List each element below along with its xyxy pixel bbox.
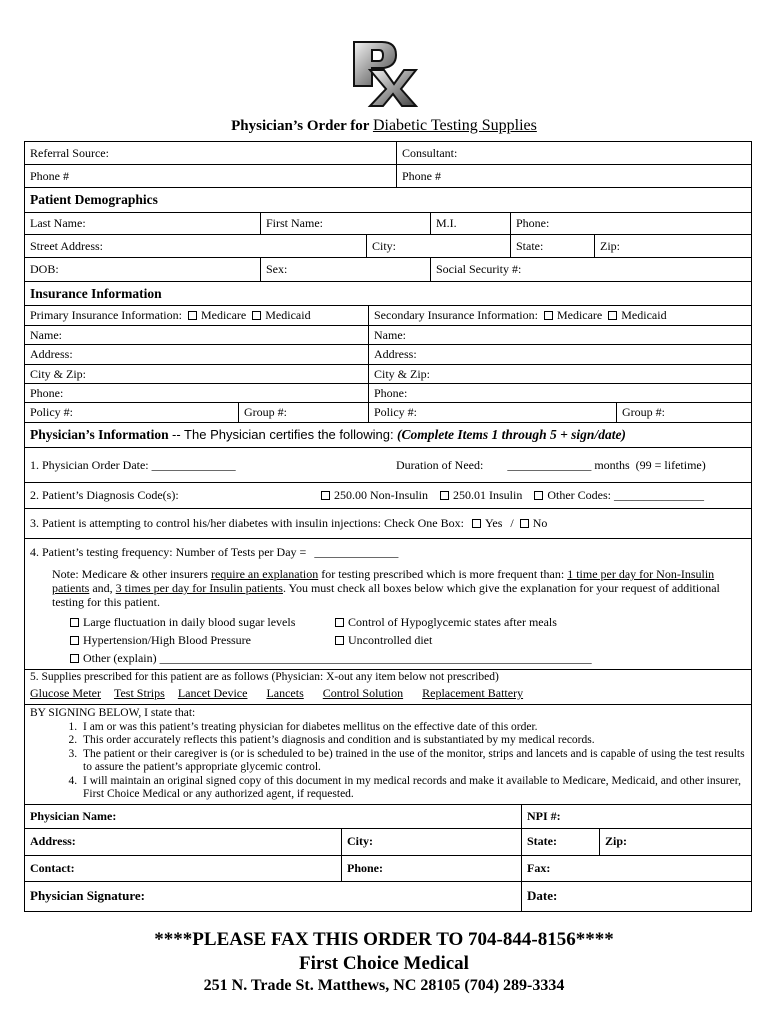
secondary-cityzip-field[interactable]: City & Zip:	[374, 366, 431, 381]
supply-item[interactable]: Glucose Meter	[30, 686, 101, 700]
section-title: Patient Demographics	[30, 192, 158, 207]
rx-logo	[350, 38, 418, 108]
certification-statements	[25, 705, 751, 805]
company-name: First Choice Medical	[299, 953, 469, 974]
item5-block	[25, 670, 751, 705]
physician-phone-field[interactable]: Phone:	[342, 856, 522, 881]
referral-phone-field[interactable]: Phone #	[25, 165, 397, 187]
section-title: Insurance Information	[30, 285, 162, 301]
statement-item: 2. This order accurately reflects this patient’s diagnosis and condition and is substantiated by my medical records.	[80, 734, 746, 748]
primary-name-field[interactable]: Name:	[25, 326, 369, 344]
consultant-phone-field[interactable]: Phone #	[402, 168, 441, 183]
consultant-field[interactable]: Consultant:	[402, 145, 458, 160]
statement-item: 3. The patient or their caregiver is (or is scheduled to be) trained in the use of the monitor, strips and lancets and is capable of using the test results to assure the patient’s appropriate glycemic control.	[80, 748, 746, 775]
signature-row	[25, 882, 751, 911]
zip-field[interactable]: Zip:	[600, 238, 620, 253]
date-field[interactable]: Date:	[527, 888, 558, 903]
insurance-name-row	[25, 326, 751, 345]
reason-checkbox[interactable]	[70, 618, 79, 627]
secondary-insurance-field: Secondary Insurance Information: Medicare Medicaid	[374, 308, 667, 322]
primary-medicare-checkbox[interactable]	[188, 311, 197, 320]
physician-name-row	[25, 805, 751, 829]
reason-item: Hypertension/High Blood Pressure	[70, 633, 335, 647]
secondary-medicare-checkbox[interactable]	[544, 311, 553, 320]
referral-source-field[interactable]: Referral Source:	[25, 142, 397, 164]
insurance-header	[25, 282, 751, 306]
item1-row	[25, 448, 751, 483]
diagnosis-label: 2. Patient’s Diagnosis Code(s):	[30, 488, 179, 502]
physician-info-header: Physician’s Information -- The Physician certifies the following: (Complete Items 1 through 5 + sign/date)	[25, 423, 751, 448]
frequency-note: Note: Medicare & other insurers require an explanation for testing prescribed which is more frequent than: 1 time per day for Non-Insulin patients and, 3 times per day for Insulin patients. You must check all boxes below which give the explanation for your request of additional testing for this patient. Large fluctuation in daily blood sugar levels Control of Hypoglycemic states after meals Hypertension/High Blood Pressure Uncontrolled diet Other (explain) ________________________________________________________________________	[25, 565, 751, 670]
supply-item[interactable]: Lancet Device	[177, 686, 248, 700]
physician-contact-row	[25, 856, 751, 882]
secondary-group-field[interactable]: Group #:	[622, 405, 665, 419]
dob-row	[25, 258, 751, 282]
duration-label: Duration of Need:	[396, 457, 484, 472]
dob-field[interactable]: DOB:	[25, 258, 261, 281]
other-explain-field[interactable]: ________________________________________________________________________	[159, 651, 592, 665]
non-insulin-checkbox[interactable]	[321, 491, 330, 500]
secondary-phone-field[interactable]: Phone:	[374, 385, 408, 400]
insurance-phone-row	[25, 384, 751, 403]
primary-address-field[interactable]: Address:	[25, 345, 369, 364]
primary-group-field[interactable]: Group #:	[239, 403, 369, 422]
order-form	[24, 141, 752, 912]
statement-item: 1. I am or was this patient’s treating physician for diabetes mellitus on the effective date of this order.	[80, 721, 746, 735]
city-field[interactable]: City:	[367, 235, 511, 257]
item4-row	[25, 539, 751, 565]
name-row	[25, 213, 751, 235]
reason-checkboxes	[70, 615, 743, 647]
insurance-type-row	[25, 306, 751, 326]
reason-checkbox[interactable]	[70, 636, 79, 645]
secondary-medicaid-checkbox[interactable]	[608, 311, 617, 320]
supplies-label: 5. Supplies prescribed for this patient are as follows (Physician: X-out any item below not prescribed)	[30, 671, 499, 683]
primary-insurance-field: Primary Insurance Information: Medicare Medicaid	[25, 306, 369, 325]
insulin-question: 3. Patient is attempting to control his/her diabetes with insulin injections: Check One Box:	[30, 516, 464, 530]
reason-item: Control of Hypoglycemic states after meals	[335, 615, 615, 629]
lifetime-note: (99 = lifetime)	[635, 457, 706, 472]
physician-city-field[interactable]: City:	[342, 829, 522, 855]
supply-item[interactable]: Test Strips	[113, 686, 165, 700]
duration-field[interactable]: ______________ months	[507, 457, 630, 472]
secondary-name-field[interactable]: Name:	[374, 327, 406, 342]
physician-name-field[interactable]: Physician Name:	[25, 805, 522, 828]
mi-field[interactable]: M.I.	[431, 213, 511, 234]
physician-address-field[interactable]: Address:	[25, 829, 342, 855]
patient-phone-field[interactable]: Phone:	[516, 216, 550, 230]
address-row	[25, 235, 751, 258]
insulin-checkbox[interactable]	[440, 491, 449, 500]
reason-item: Uncontrolled diet	[335, 633, 615, 647]
physician-state-field[interactable]: State:	[522, 829, 600, 855]
company-address: 251 N. Trade St. Matthews, NC 28105 (704) 289-3334	[203, 977, 565, 994]
frequency-label: 4. Patient’s testing frequency: Number of Tests per Day =	[30, 544, 307, 559]
section-title: Physician’s Information	[30, 427, 169, 442]
street-field[interactable]: Street Address:	[25, 235, 367, 257]
insurance-address-row	[25, 345, 751, 365]
secondary-address-field[interactable]: Address:	[374, 347, 417, 361]
fax-instruction: ****PLEASE FAX THIS ORDER TO 704-844-8156****	[154, 929, 614, 950]
other-explain-checkbox[interactable]	[70, 654, 79, 663]
other-codes-checkbox[interactable]	[534, 491, 543, 500]
other-codes-field[interactable]: Other Codes: _______________	[547, 488, 704, 502]
yes-checkbox[interactable]	[472, 519, 481, 528]
no-checkbox[interactable]	[520, 519, 529, 528]
signature-field[interactable]: Physician Signature:	[25, 882, 522, 911]
other-explain-row: Other (explain) ________________________________________________________________________	[70, 651, 743, 665]
fax-field[interactable]: Fax:	[527, 860, 551, 875]
reason-checkbox[interactable]	[335, 618, 344, 627]
supply-item[interactable]: Lancets	[266, 686, 304, 700]
order-date-field[interactable]: 1. Physician Order Date: ______________	[30, 457, 236, 472]
insurance-cityzip-row	[25, 365, 751, 384]
reason-item: Large fluctuation in daily blood sugar levels	[70, 615, 335, 629]
state-field[interactable]: State:	[511, 235, 595, 257]
item2-row: 2. Patient’s Diagnosis Code(s): 250.00 Non-Insulin 250.01 Insulin Other Codes: _______________	[25, 483, 751, 509]
item3-row: 3. Patient is attempting to control his/her diabetes with insulin injections: Check One Box: Yes / No	[25, 509, 751, 539]
primary-cityzip-field[interactable]: City & Zip:	[25, 365, 369, 383]
npi-field[interactable]: NPI #:	[527, 808, 561, 823]
physician-address-row	[25, 829, 751, 856]
physician-zip-field[interactable]: Zip:	[605, 834, 628, 848]
primary-policy-field[interactable]: Policy #:	[25, 403, 239, 422]
first-name-field[interactable]: First Name:	[261, 213, 431, 234]
secondary-policy-field[interactable]: Policy #:	[369, 403, 617, 422]
supply-item[interactable]: Control Solution	[322, 686, 404, 700]
signing-intro: BY SIGNING BELOW, I state that:	[30, 707, 196, 719]
supply-item[interactable]: Replacement Battery	[422, 686, 524, 700]
referral-row	[25, 142, 751, 165]
primary-phone-field[interactable]: Phone:	[25, 384, 369, 402]
sex-field[interactable]: Sex:	[261, 258, 431, 281]
contact-field[interactable]: Contact:	[25, 856, 342, 881]
form-title: Physician’s Order for Diabetic Testing Supplies	[231, 117, 537, 134]
primary-medicaid-checkbox[interactable]	[252, 311, 261, 320]
last-name-field[interactable]: Last Name:	[25, 213, 261, 234]
insurance-policy-row	[25, 403, 751, 423]
demographics-header	[25, 188, 751, 213]
statement-item: 4. I will maintain an original signed copy of this document in my medical records and make it available to Medicare, Medicaid, and other insurer, First Choice Medical or any authorized agent, if requested.	[80, 775, 746, 802]
tests-per-day-field[interactable]: ______________	[314, 544, 399, 559]
referral-phone-row	[25, 165, 751, 188]
reason-checkbox[interactable]	[335, 636, 344, 645]
ssn-field[interactable]: Social Security #:	[436, 262, 522, 276]
